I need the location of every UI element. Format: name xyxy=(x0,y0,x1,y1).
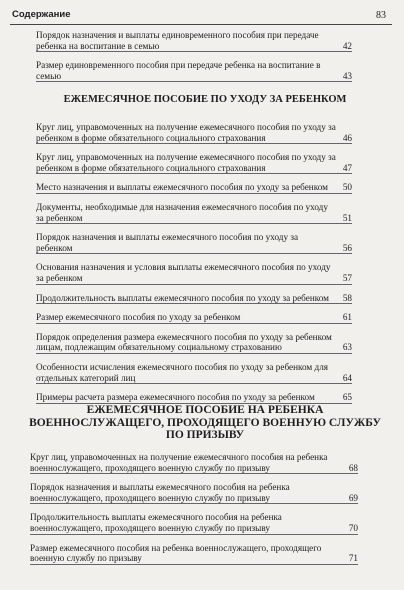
toc-entry-text: Размер ежемесячного пособия на ребенка военнослужащего, проходящего военную службу по призыву xyxy=(30,542,322,564)
toc-entry[interactable] xyxy=(36,392,352,404)
toc-entry-text: Особенности исчисления ежемесячного пособия по уходу за ребенком для отдельных категорий лиц xyxy=(36,361,329,383)
toc-entry[interactable] xyxy=(36,262,352,284)
toc-entry-text: Основания назначения и условия выплаты ежемесячного пособия по уходу за ребенком xyxy=(36,262,331,283)
toc-top-entries xyxy=(36,30,376,82)
toc-entry-text: Размер ежемесячного пособия по уходу за ребенком xyxy=(36,312,241,323)
toc-entry[interactable] xyxy=(36,293,352,305)
section-title-conscript-child: ЕЖЕМЕСЯЧНОЕ ПОСОБИЕ НА РЕБЕНКА ВОЕННОСЛУЖАЩЕГО, ПРОХОДЯЩЕГО ВОЕННУЮ СЛУЖБУ ПО ПРИЗЫВУ xyxy=(29,404,381,441)
toc-entry-page: 63 xyxy=(342,342,352,353)
toc-entry-page: 57 xyxy=(342,272,352,283)
toc-entry[interactable] xyxy=(36,122,352,144)
toc-entry-page: 64 xyxy=(342,372,352,383)
toc-section-childcare xyxy=(36,122,376,404)
toc-entry-page: 70 xyxy=(348,522,358,533)
toc-entry[interactable] xyxy=(36,152,352,174)
toc-entry-page: 47 xyxy=(342,162,352,173)
toc-entry-page: 43 xyxy=(342,70,352,81)
toc-entry[interactable] xyxy=(36,332,352,354)
toc-entry-text: Документы, необходимые для назначения ежемесячного пособия по уходу за ребенком xyxy=(36,201,328,223)
toc-entry[interactable] xyxy=(30,452,358,474)
toc-entry-text: Порядок назначения и выплаты единовременного пособия при передаче ребенка на воспитание в семью xyxy=(36,30,319,51)
toc-entry[interactable] xyxy=(36,232,352,254)
toc-entry-page: 71 xyxy=(348,553,358,564)
toc-entry-page: 69 xyxy=(348,492,358,503)
toc-entry-page: 61 xyxy=(342,312,352,323)
toc-entry-page: 65 xyxy=(342,392,352,403)
toc-entry[interactable] xyxy=(30,543,358,565)
toc-entry-text: Примеры расчета размера ежемесячного пособия по уходу за ребенком xyxy=(36,392,315,403)
toc-entry[interactable] xyxy=(36,202,352,224)
toc-entry[interactable] xyxy=(36,30,352,52)
toc-entry[interactable] xyxy=(36,312,352,324)
toc-entry-page: 68 xyxy=(348,462,358,473)
toc-entry-text: Продолжительность выплаты ежемесячного пособия по уходу за ребенком xyxy=(36,292,329,303)
page-number: 83 xyxy=(376,10,386,21)
toc-entry-text: Продолжительность выплаты ежемесячного пособия на ребенка военнослужащего, проходящего военную службу по призыву xyxy=(30,512,282,533)
toc-entry-text: Место назначения и выплаты ежемесячного пособия по уходу за ребенком xyxy=(36,182,328,193)
page-header xyxy=(10,8,392,25)
toc-entry[interactable] xyxy=(36,362,352,384)
toc-entry-page: 46 xyxy=(342,132,352,143)
toc-section-conscript-child xyxy=(30,452,370,565)
toc-entry-text: Круг лиц, управомоченных на получение ежемесячного пособия по уходу за ребенком в форме обязательного социального страхования xyxy=(36,122,336,143)
toc-entry[interactable] xyxy=(30,482,358,504)
toc-entry-text: Порядок назначения и выплаты ежемесячного пособия по уходу за ребенком xyxy=(36,232,299,253)
toc-entry-page: 50 xyxy=(342,182,352,193)
toc-entry-text: Порядок назначения и выплаты ежемесячного пособия на ребенка военнослужащего, проходящего военную службу по призыву xyxy=(30,482,290,503)
toc-entry[interactable] xyxy=(36,60,352,82)
toc-entry-page: 58 xyxy=(342,292,352,303)
section-title-childcare: ЕЖЕМЕСЯЧНОЕ ПОСОБИЕ ПО УХОДУ ЗА РЕБЕНКОМ xyxy=(63,94,347,105)
toc-entry-text: Размер единовременного пособия при передаче ребенка на воспитание в семью xyxy=(36,60,321,81)
toc-entry-text: Круг лиц, управомоченных на получение ежемесячного пособия на ребенка военнослужащего, проходящего военную службу по призыву xyxy=(30,452,328,473)
toc-entry-text: Круг лиц, управомоченных на получение ежемесячного пособия по уходу за ребенком в форме обязательного социального страхования xyxy=(36,152,336,173)
toc-entry-page: 56 xyxy=(342,242,352,253)
toc-entry[interactable] xyxy=(30,512,358,534)
toc-entry-text: Порядок определения размера ежемесячного пособия по уходу за ребенком лицам, подлежащим обязательному социальному страхованию xyxy=(36,331,332,353)
toc-entry[interactable] xyxy=(36,182,352,194)
toc-entry-page: 51 xyxy=(342,212,352,223)
running-title: Содержание xyxy=(12,9,71,20)
toc-entry-page: 42 xyxy=(342,40,352,51)
